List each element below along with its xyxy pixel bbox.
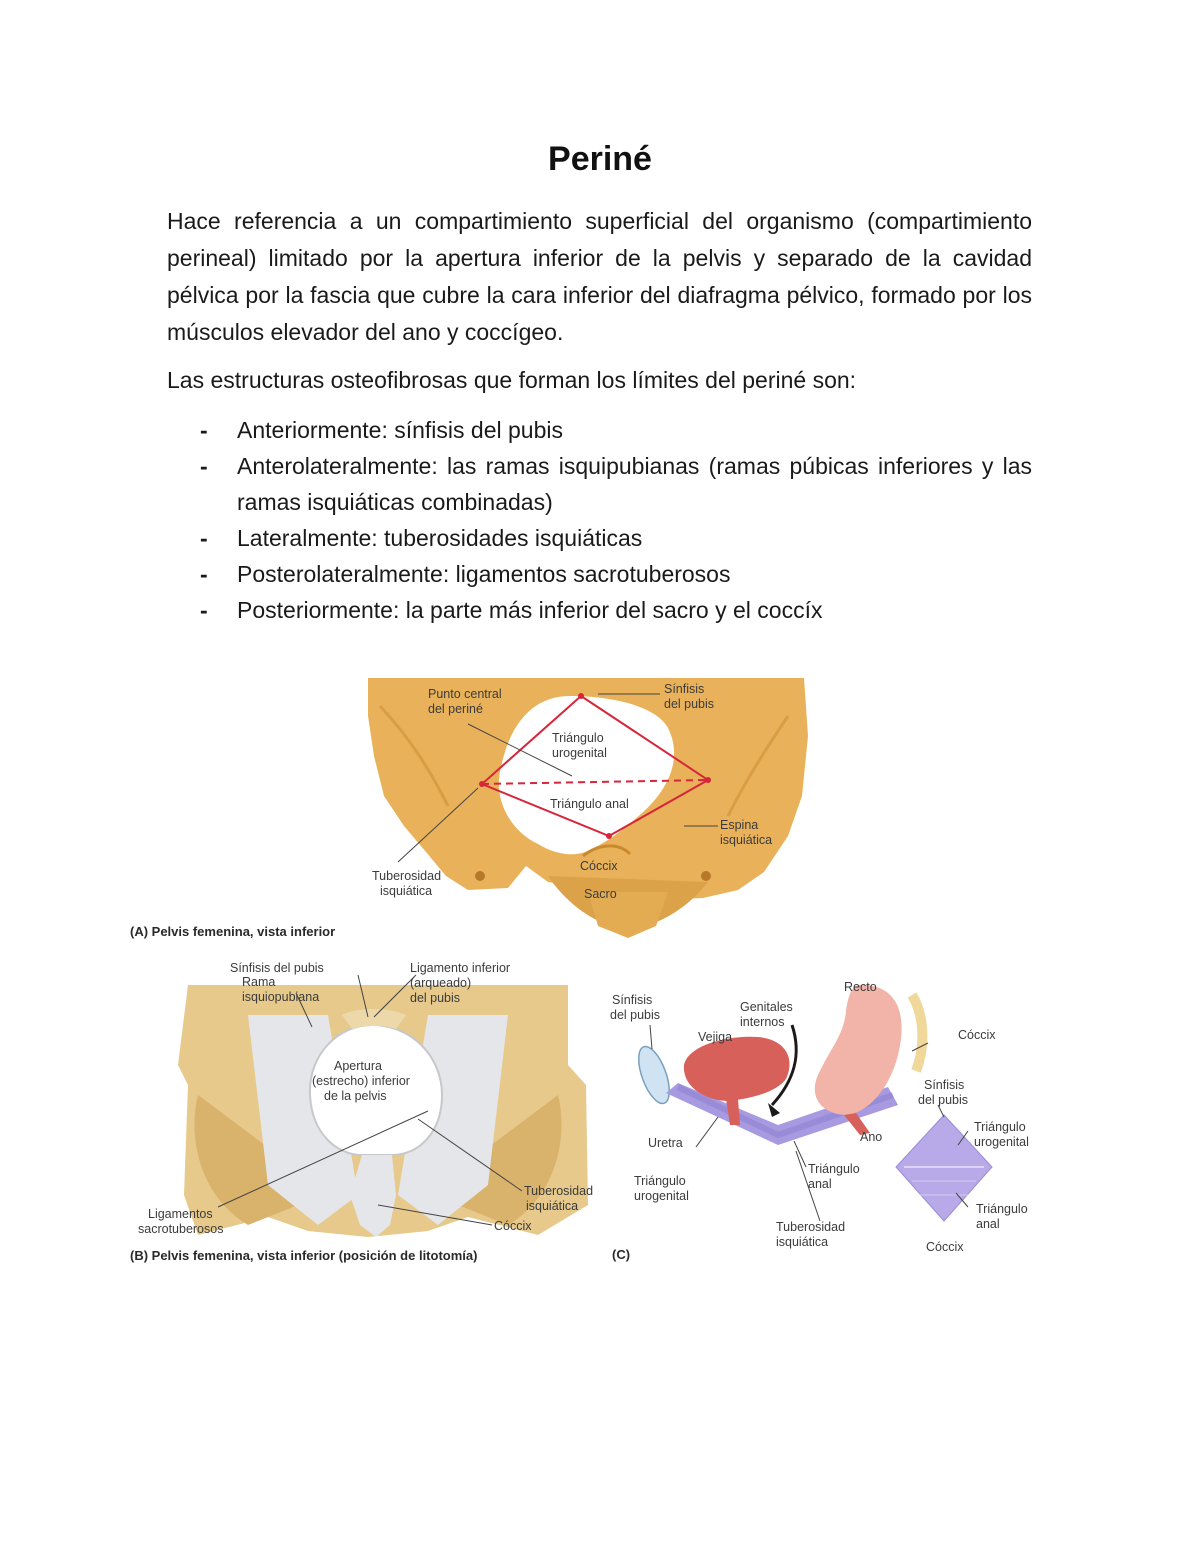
- label-espina: Espina: [720, 818, 759, 832]
- label-ligamento: Ligamento inferior: [410, 961, 511, 975]
- label-sinfisis-right-2: del pubis: [918, 1093, 969, 1107]
- label-rama-2: isquiopubiana: [242, 990, 320, 1004]
- label-triangulo-urogenital-left-2: urogenital: [634, 1189, 689, 1203]
- coccyx-shape: [912, 995, 922, 1071]
- label-recto: Recto: [844, 980, 877, 994]
- label-tuberosidad: Tuberosidad: [776, 1220, 846, 1234]
- limits-intro-paragraph: Las estructuras osteofibrosas que forman los límites del periné son:: [167, 367, 857, 393]
- figure-c-perineum-sagittal: [608, 975, 1048, 1270]
- list-item: [167, 448, 1032, 520]
- label-sinfisis: Sínfisis: [664, 682, 705, 696]
- list-item-text: Lateralmente: tuberosidades isquiáticas: [237, 525, 643, 551]
- label-genitales: Genitales: [740, 1000, 793, 1014]
- label-ligamentos-sacrotuberosos: Ligamentos: [148, 1207, 213, 1221]
- label-tuberosidad: Tuberosidad: [372, 869, 442, 883]
- label-tuberosidad-2: isquiática: [380, 884, 433, 898]
- label-triangulo-urogenital: Triángulo: [552, 731, 604, 745]
- list-item: [167, 520, 1032, 556]
- bladder-shape: [684, 1037, 790, 1101]
- list-item-text: Anterolateralmente: las ramas isquipubianas (ramas púbicas inferiores y las ramas isquiáticas combinadas): [237, 453, 1032, 515]
- label-apertura-3: de la pelvis: [324, 1089, 387, 1103]
- label-triangulo-anal-right: Triángulo: [976, 1202, 1028, 1216]
- figure-c-illustration: [608, 975, 1048, 1270]
- label-triangulo-anal: Triángulo anal: [550, 797, 629, 811]
- bullet-dash: -: [200, 561, 208, 587]
- figure-b-illustration: [128, 955, 608, 1270]
- bullet-dash: -: [200, 525, 208, 551]
- bullet-dash: -: [200, 597, 208, 623]
- label-triangulo-anal-center-2: anal: [808, 1177, 832, 1191]
- list-item: [167, 556, 1032, 592]
- label-rama: Rama: [242, 975, 276, 989]
- label-punto-central-2: del periné: [428, 702, 483, 716]
- label-triangulo-urogenital-2: urogenital: [552, 746, 607, 760]
- figure-b-pelvis-lithotomy-view: [128, 955, 608, 1270]
- label-triangulo-urogenital-right: Triángulo: [974, 1120, 1026, 1134]
- figure-a-caption: (A) Pelvis femenina, vista inferior: [130, 924, 336, 939]
- bullet-dash: -: [200, 453, 208, 479]
- figure-b-caption: (B) Pelvis femenina, vista inferior (posición de litotomía): [130, 1248, 478, 1263]
- label-ligamento-3: del pubis: [410, 991, 461, 1005]
- label-coccix-top: Cóccix: [958, 1028, 996, 1042]
- list-item-text: Anteriormente: sínfisis del pubis: [237, 417, 563, 443]
- label-triangulo-anal-right-2: anal: [976, 1217, 1000, 1231]
- label-sinfisis-right: Sínfisis: [924, 1078, 965, 1092]
- label-genitales-2: internos: [740, 1015, 785, 1029]
- label-triangulo-urogenital-right-2: urogenital: [974, 1135, 1029, 1149]
- label-apertura-2: (estrecho) inferior: [312, 1074, 410, 1088]
- symphysis-shape: [632, 1043, 675, 1108]
- label-tuberosidad-2: isquiática: [776, 1235, 829, 1249]
- figure-c-caption: (C): [612, 1247, 631, 1262]
- label-ligamento-2: (arqueado): [410, 976, 472, 990]
- list-item-text: Posteriormente: la parte más inferior del sacro y el coccíx: [237, 597, 823, 623]
- label-sinfisis-2: del pubis: [664, 697, 715, 711]
- list-item-text: Posterolateralmente: ligamentos sacrotuberosos: [237, 561, 731, 587]
- label-sinfisis: Sínfisis: [612, 993, 653, 1007]
- label-punto-central: Punto central: [428, 687, 502, 701]
- label-tuberosidad-2: isquiática: [526, 1199, 579, 1213]
- page-title: Periné: [548, 140, 652, 178]
- label-tuberosidad: Tuberosidad: [524, 1184, 594, 1198]
- label-triangulo-urogenital-left: Triángulo: [634, 1174, 686, 1188]
- label-ligamentos-sacrotuberosos-2: sacrotuberosos: [138, 1222, 224, 1236]
- label-coccix: Cóccix: [580, 859, 618, 873]
- limits-list: [167, 412, 1032, 628]
- label-uretra: Uretra: [648, 1136, 683, 1150]
- label-sacro: Sacro: [584, 887, 617, 901]
- intro-paragraph: Hace referencia a un compartimiento superficial del organismo (compartimiento perineal) limitado por la apertura inferior de la pelvis y separado de la cavidad pélvica por la fascia que cubre la cara inferior del diafragma pélvico, formado por los músculos elevador del ano y coccígeo.: [167, 208, 1032, 345]
- label-coccix: Cóccix: [494, 1219, 532, 1233]
- label-coccix-bottom: Cóccix: [926, 1240, 964, 1254]
- label-triangulo-anal-center: Triángulo: [808, 1162, 860, 1176]
- label-sinfisis-2: del pubis: [610, 1008, 661, 1022]
- label-sinfisis-pubis: Sínfisis del pubis: [230, 961, 324, 975]
- list-item: [167, 412, 1032, 448]
- label-espina-2: isquiática: [720, 833, 773, 847]
- label-ano: Ano: [860, 1130, 883, 1144]
- label-apertura: Apertura: [334, 1059, 382, 1073]
- label-vejiga: Vejiga: [698, 1030, 733, 1044]
- list-item: [167, 592, 1032, 628]
- figure-a-illustration: [128, 676, 818, 946]
- bullet-dash: -: [200, 417, 208, 443]
- figure-a-pelvis-inferior-view: [128, 676, 818, 946]
